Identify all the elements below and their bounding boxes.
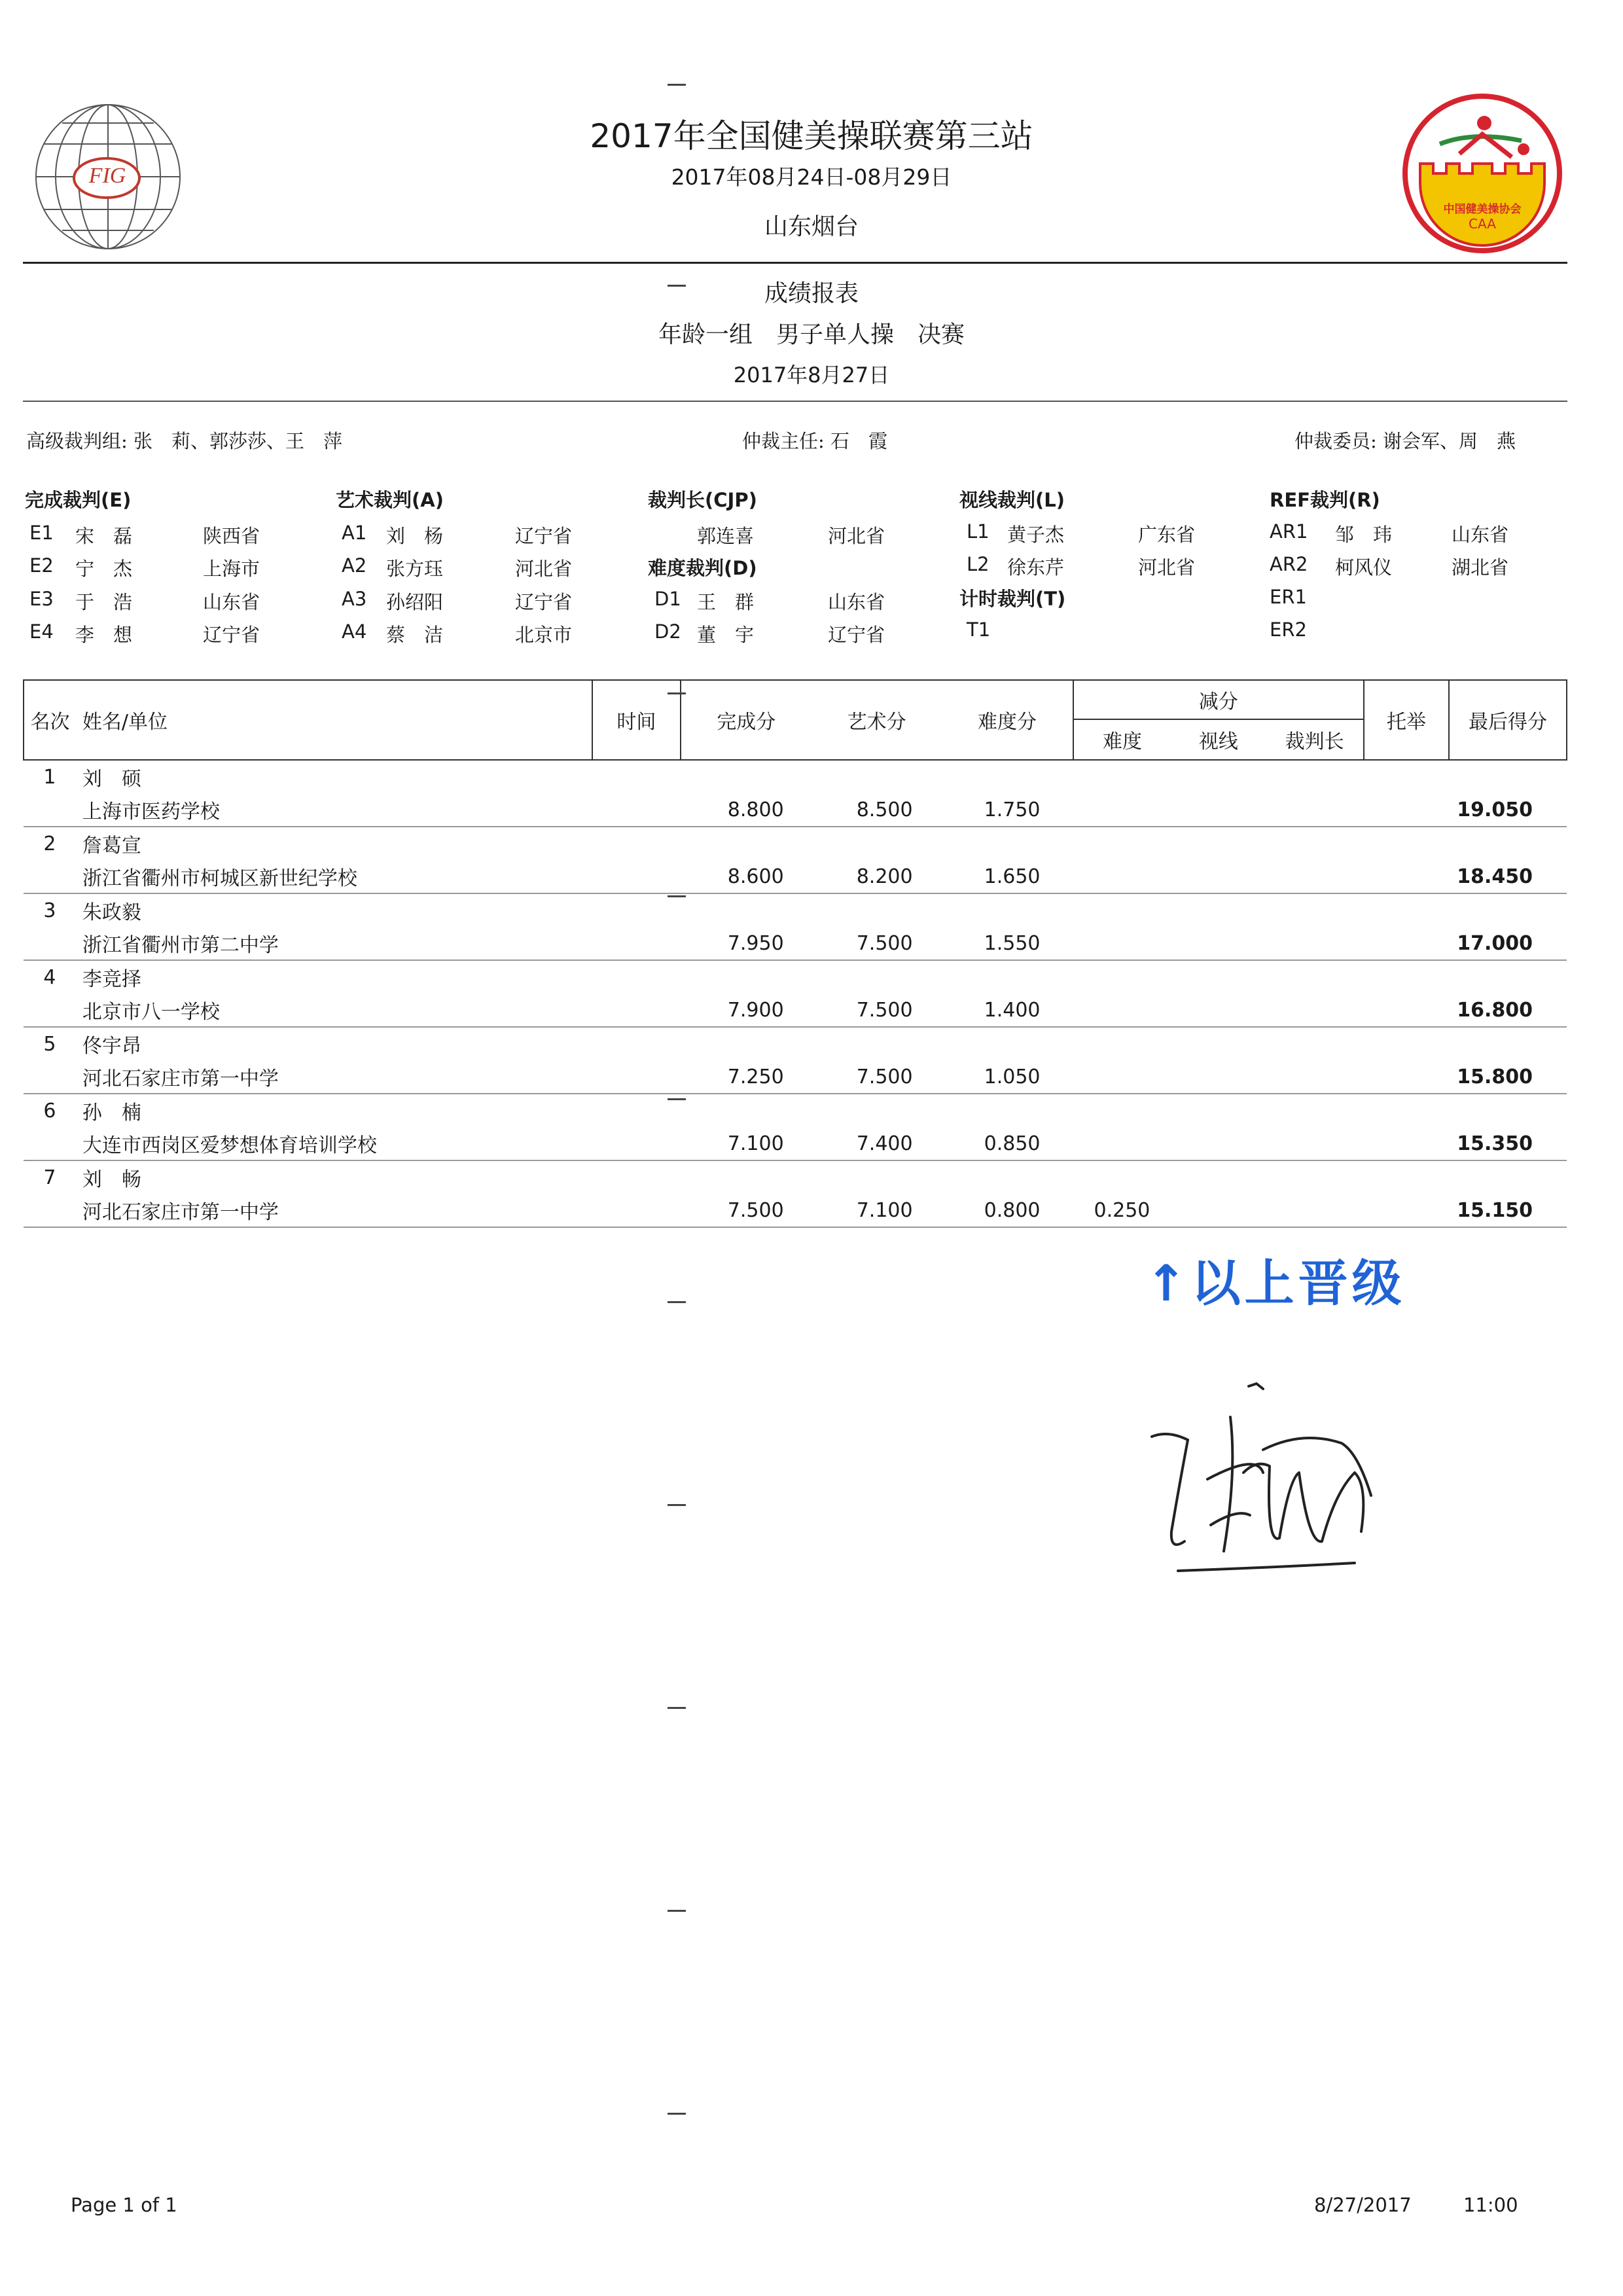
table-row-detail: [24, 793, 1567, 827]
col-ded-chief: 裁判长: [1266, 719, 1364, 760]
time-cell: [592, 927, 681, 960]
ded-difficulty-cell: [1073, 793, 1171, 827]
lift-cell: [1364, 1060, 1449, 1094]
final-score-cell: 19.050: [1449, 793, 1567, 827]
col-final: 最后得分: [1449, 680, 1567, 760]
difficulty-judges-heading: 难度裁判(D): [648, 557, 757, 579]
execution-cell: 7.100: [681, 1127, 812, 1160]
scan-tick: [668, 1707, 686, 1709]
table-row-detail: [24, 927, 1567, 960]
fig-logo-text: FIG: [88, 164, 126, 188]
final-score-cell: 15.350: [1449, 1127, 1567, 1160]
scan-tick: [668, 895, 686, 897]
print-date: 8/27/2017: [1314, 2194, 1412, 2216]
time-cell: [592, 1194, 681, 1227]
final-score-cell: 16.800: [1449, 994, 1567, 1027]
lift-cell: [1364, 1194, 1449, 1227]
table-row: [24, 893, 1567, 927]
athlete-unit: 浙江省衢州市柯城区新世纪学校: [76, 860, 592, 893]
table-row-detail: [24, 1194, 1567, 1227]
execution-cell: 7.950: [681, 927, 812, 960]
ded-line-cell: [1171, 1060, 1266, 1094]
rank-cell: 5: [43, 1032, 56, 1056]
difficulty-cell: 1.750: [942, 793, 1073, 827]
difficulty-cell: 1.050: [942, 1060, 1073, 1094]
artistic-cell: 7.500: [812, 994, 942, 1027]
artistic-cell: 8.500: [812, 793, 942, 827]
time-cell: [592, 1127, 681, 1160]
col-ded-line: 视线: [1171, 719, 1266, 760]
results-body: [24, 760, 1567, 1227]
table-row-detail: [24, 994, 1567, 1027]
rank-cell: 2: [43, 832, 56, 855]
final-score-cell: 15.150: [1449, 1194, 1567, 1227]
up-arrow-icon: ↑: [1145, 1254, 1191, 1312]
ded-chief-cell: [1266, 994, 1364, 1027]
col-deductions: 减分: [1073, 680, 1364, 719]
table-row: [24, 960, 1567, 994]
final-score-cell: 15.800: [1449, 1060, 1567, 1094]
ded-line-cell: [1171, 927, 1266, 960]
promotion-text: 以上晋级: [1190, 1254, 1406, 1312]
athlete-name: 刘 硕: [82, 768, 141, 791]
athlete-unit: 大连市西岗区爱梦想体育培训学校: [76, 1127, 592, 1160]
execution-cell: 7.900: [681, 994, 812, 1027]
athlete-unit: 上海市医药学校: [76, 793, 592, 827]
difficulty-cell: 1.650: [942, 860, 1073, 893]
execution-judges-heading: 完成裁判(E): [25, 489, 132, 511]
athlete-unit: 浙江省衢州市第二中学: [76, 927, 592, 960]
lift-cell: [1364, 994, 1449, 1027]
artistic-cell: 7.400: [812, 1127, 942, 1160]
athlete-unit: 河北石家庄市第一中学: [76, 1194, 592, 1227]
athlete-name: 朱政毅: [82, 901, 141, 924]
ded-difficulty-cell: [1073, 927, 1171, 960]
chief-judge-heading: 裁判长(CJP): [648, 489, 757, 511]
ded-chief-cell: [1266, 927, 1364, 960]
ded-line-cell: [1171, 860, 1266, 893]
athlete-name: 刘 畅: [82, 1168, 141, 1191]
page-indicator: Page 1 of 1: [71, 2194, 177, 2216]
table-row-detail: [24, 1060, 1567, 1094]
rank-cell: 7: [43, 1166, 56, 1189]
table-row: [24, 1094, 1567, 1127]
ded-difficulty-cell: [1073, 860, 1171, 893]
execution-cell: 7.500: [681, 1194, 812, 1227]
line-judges-heading: 视线裁判(L): [959, 489, 1065, 511]
difficulty-cell: 0.850: [942, 1127, 1073, 1160]
rank-cell: 4: [43, 965, 56, 989]
final-score-cell: 18.450: [1449, 860, 1567, 893]
ded-line-cell: [1171, 1194, 1266, 1227]
promotion-stamp: [1145, 1244, 1406, 1315]
ded-difficulty-cell: [1073, 1127, 1171, 1160]
scan-tick: [668, 1910, 686, 1912]
ded-chief-cell: [1266, 1127, 1364, 1160]
ded-chief-cell: [1266, 1060, 1364, 1094]
ref-judges-heading: REF裁判(R): [1270, 489, 1380, 511]
table-row: [24, 760, 1567, 793]
scan-tick: [668, 285, 686, 287]
time-judges-heading: 计时裁判(T): [959, 588, 1066, 610]
caa-logo-text: 中国健美操协会: [1443, 203, 1522, 216]
senior-judges-panel: 高级裁判组: 张 莉、郭莎莎、王 萍: [26, 430, 342, 452]
ded-line-cell: [1171, 793, 1266, 827]
execution-cell: 7.250: [681, 1060, 812, 1094]
time-cell: [592, 860, 681, 893]
rank-cell: 3: [43, 899, 56, 922]
ded-chief-cell: [1266, 860, 1364, 893]
col-name-unit: 姓名/单位: [76, 680, 592, 760]
scan-tick: [668, 1504, 686, 1506]
ded-line-cell: [1171, 994, 1266, 1027]
scan-tick: [668, 84, 686, 86]
lift-cell: [1364, 793, 1449, 827]
header-divider: [23, 262, 1567, 264]
jury-members: 仲裁委员: 谢会军、周 燕: [1294, 430, 1516, 452]
difficulty-cell: 1.400: [942, 994, 1073, 1027]
ded-chief-cell: [1266, 1194, 1364, 1227]
artistic-cell: 7.500: [812, 1060, 942, 1094]
athlete-name: 孙 楠: [82, 1102, 141, 1124]
ded-difficulty-cell: [1073, 1060, 1171, 1094]
scan-tick: [668, 692, 686, 694]
caa-logo-abbr: CAA: [1469, 216, 1496, 232]
col-time: 时间: [592, 680, 681, 760]
table-row: [24, 827, 1567, 860]
competition-dates: 2017年08月24日-08月29日: [671, 164, 952, 190]
rank-cell: 1: [43, 765, 56, 789]
ded-difficulty-cell: 0.250: [1073, 1194, 1171, 1227]
athlete-unit: 北京市八一学校: [76, 994, 592, 1027]
results-table: [23, 679, 1567, 1228]
col-artistic: 艺术分: [812, 680, 942, 760]
subheader-divider: [23, 401, 1567, 402]
print-time: 11:00: [1463, 2194, 1518, 2216]
competition-title: 2017年全国健美操联赛第三站: [590, 117, 1033, 155]
scan-tick: [668, 2113, 686, 2115]
col-difficulty: 难度分: [942, 680, 1073, 760]
artistic-cell: 7.100: [812, 1194, 942, 1227]
time-cell: [592, 793, 681, 827]
artistic-judges-heading: 艺术裁判(A): [336, 489, 444, 511]
col-execution: 完成分: [681, 680, 812, 760]
artistic-cell: 7.500: [812, 927, 942, 960]
rank-cell: 6: [43, 1099, 56, 1122]
ded-chief-cell: [1266, 793, 1364, 827]
difficulty-cell: 1.550: [942, 927, 1073, 960]
artistic-cell: 8.200: [812, 860, 942, 893]
handwritten-signature: [1139, 1374, 1400, 1604]
col-rank: 名次: [24, 680, 76, 760]
col-ded-difficulty: 难度: [1073, 719, 1171, 760]
time-cell: [592, 994, 681, 1027]
lift-cell: [1364, 927, 1449, 960]
table-row: [24, 1027, 1567, 1060]
table-row-detail: [24, 1127, 1567, 1160]
competition-venue: 山东烟台: [764, 213, 859, 240]
execution-cell: 8.800: [681, 793, 812, 827]
difficulty-cell: 0.800: [942, 1194, 1073, 1227]
table-row-detail: [24, 860, 1567, 893]
lift-cell: [1364, 860, 1449, 893]
col-lift: 托举: [1364, 680, 1449, 760]
athlete-name: 佟宇昂: [82, 1035, 141, 1058]
report-date: 2017年8月27日: [733, 363, 890, 387]
event-title: 年龄一组 男子单人操 决赛: [658, 321, 965, 348]
final-score-cell: 17.000: [1449, 927, 1567, 960]
athlete-unit: 河北石家庄市第一中学: [76, 1060, 592, 1094]
ded-difficulty-cell: [1073, 994, 1171, 1027]
execution-cell: 8.600: [681, 860, 812, 893]
scan-tick: [668, 1301, 686, 1303]
report-title: 成绩报表: [764, 280, 859, 307]
ded-line-cell: [1171, 1127, 1266, 1160]
athlete-name: 李竞择: [82, 968, 141, 991]
jury-president: 仲裁主任: 石 霞: [742, 430, 887, 452]
athlete-name: 詹葛宣: [82, 834, 141, 857]
table-row: [24, 1160, 1567, 1194]
time-cell: [592, 1060, 681, 1094]
scan-tick: [668, 1098, 686, 1100]
lift-cell: [1364, 1127, 1449, 1160]
